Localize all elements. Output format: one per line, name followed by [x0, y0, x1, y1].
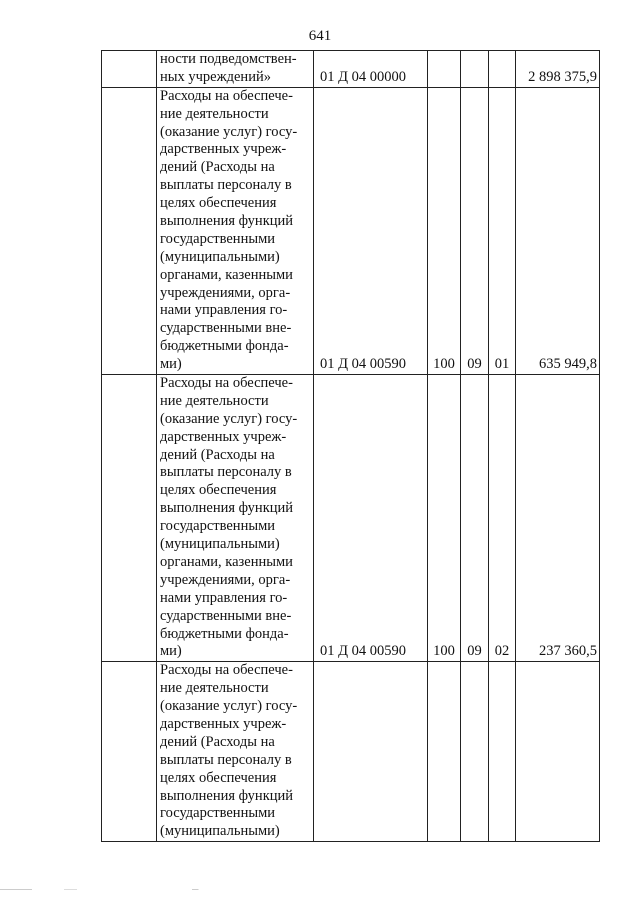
description-line: ми) — [160, 643, 182, 660]
page-number: 641 — [308, 28, 332, 44]
description-line: учреждениями, орга- — [160, 571, 291, 588]
amount-cell: 2 898 375,9 — [516, 51, 600, 88]
description-line: выплаты персоналу в — [160, 751, 292, 768]
section-cell — [461, 51, 489, 88]
description-line: (оказание услуг) госу- — [160, 410, 298, 427]
description-line: Расходы на обеспече- — [160, 87, 293, 104]
row-number-cell — [102, 375, 157, 662]
description-line: (оказание услуг) госу- — [160, 123, 298, 140]
description-cell — [157, 51, 314, 88]
description-line: ных учреждений» — [160, 68, 271, 85]
budget-table — [101, 50, 600, 842]
expense-type-cell: 100 — [428, 375, 461, 662]
description-line: ние деятельности — [160, 680, 269, 697]
budget-table-body — [102, 51, 600, 842]
description-line: дений (Расходы на — [160, 446, 275, 463]
amount-cell: 237 360,5 — [516, 375, 600, 662]
description-line: целях обеспечения — [160, 769, 277, 786]
description-line: дений (Расходы на — [160, 733, 275, 750]
description-line: ности подведомствен- — [160, 51, 297, 67]
description-line: дений (Расходы на — [160, 159, 275, 176]
description-line: дарственных учреж- — [160, 715, 287, 732]
description-line: учреждениями, орга- — [160, 284, 291, 301]
description-line: (муниципальными) — [160, 248, 280, 265]
table-row — [102, 51, 600, 88]
amount-cell: 635 949,8 — [516, 87, 600, 374]
description-cell — [157, 375, 314, 662]
expense-type-cell — [428, 662, 461, 842]
description-line: ние деятельности — [160, 392, 269, 409]
subsection-cell — [489, 662, 516, 842]
description-line: выполнения функций — [160, 787, 294, 804]
description-cell — [157, 662, 314, 842]
target-code-cell: 01 Д 04 00000 — [314, 51, 428, 88]
description-line: бюджетными фонда- — [160, 625, 289, 642]
subsection-cell: 01 — [489, 87, 516, 374]
expense-type-cell — [428, 51, 461, 88]
description-line: (муниципальными) — [160, 823, 280, 840]
table-row — [102, 662, 600, 842]
description-cell — [157, 87, 314, 374]
description-line: государственными — [160, 230, 276, 247]
description-line: нами управления го- — [160, 302, 288, 319]
amount-cell — [516, 662, 600, 842]
scan-noise — [0, 889, 640, 890]
table-row — [102, 87, 600, 374]
description-line: органами, казенными — [160, 553, 293, 570]
description-line: выполнения функций — [160, 500, 294, 517]
description-line: ми) — [160, 356, 182, 373]
target-code-cell: 01 Д 04 00590 — [314, 375, 428, 662]
description-line: (оказание услуг) госу- — [160, 698, 298, 715]
expense-type-cell: 100 — [428, 87, 461, 374]
row-number-cell — [102, 87, 157, 374]
section-cell: 09 — [461, 87, 489, 374]
description-line: целях обеспечения — [160, 195, 277, 212]
description-line: органами, казенными — [160, 266, 293, 283]
section-cell — [461, 662, 489, 842]
description-line: выплаты персоналу в — [160, 177, 292, 194]
target-code-cell — [314, 662, 428, 842]
table-row — [102, 375, 600, 662]
description-line: государственными — [160, 518, 276, 535]
description-line: государственными — [160, 805, 276, 822]
description-line: Расходы на обеспече- — [160, 662, 293, 679]
description-line: бюджетными фонда- — [160, 338, 289, 355]
description-line: ние деятельности — [160, 105, 269, 122]
target-code-cell: 01 Д 04 00590 — [314, 87, 428, 374]
description-line: сударственными вне- — [160, 607, 292, 624]
description-line: выполнения функций — [160, 213, 294, 230]
description-line: дарственных учреж- — [160, 428, 287, 445]
description-line: нами управления го- — [160, 589, 288, 606]
subsection-cell: 02 — [489, 375, 516, 662]
subsection-cell — [489, 51, 516, 88]
description-line: Расходы на обеспече- — [160, 375, 293, 392]
description-line: дарственных учреж- — [160, 141, 287, 158]
description-line: выплаты персоналу в — [160, 464, 292, 481]
section-cell: 09 — [461, 375, 489, 662]
description-line: целях обеспечения — [160, 482, 277, 499]
row-number-cell — [102, 51, 157, 88]
description-line: (муниципальными) — [160, 536, 280, 553]
row-number-cell — [102, 662, 157, 842]
description-line: сударственными вне- — [160, 320, 292, 337]
